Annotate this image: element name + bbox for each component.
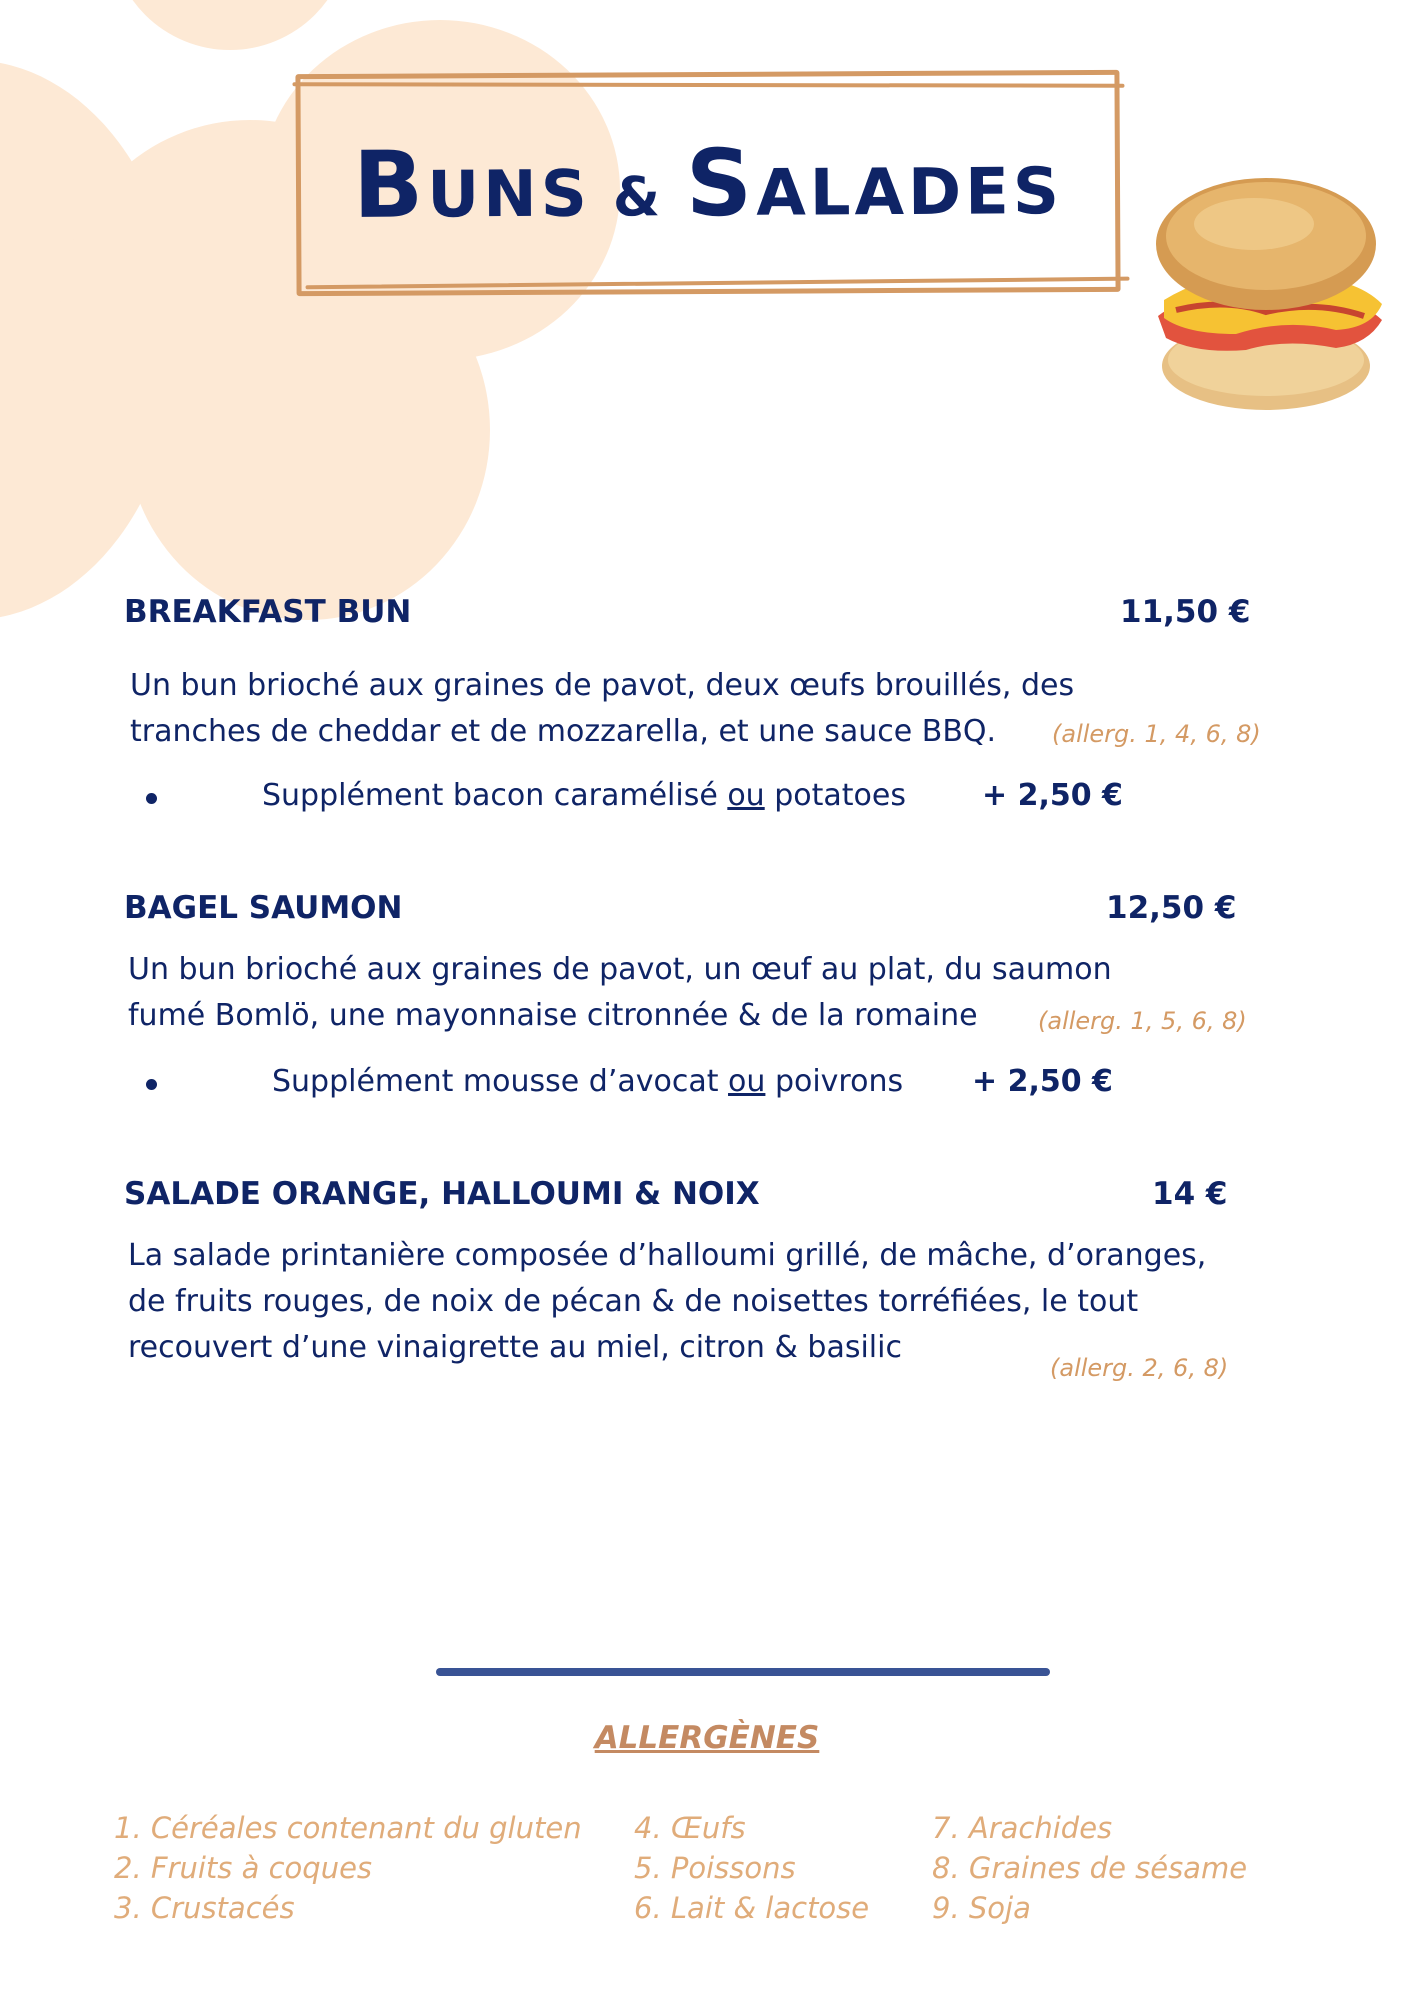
supplement-text: potatoes	[764, 778, 906, 813]
bullet-icon	[146, 793, 157, 804]
allergen-item: 4. Œufs	[634, 1811, 746, 1845]
item-allergens-breakfast-bun: (allerg. 1, 4, 6, 8)	[1052, 720, 1261, 748]
desc-line: de fruits rouges, de noix de pécan & de noisettes torréfiées, le tout	[128, 1284, 1139, 1319]
allergen-item: 8. Graines de sésame	[932, 1851, 1248, 1885]
desc-line: tranches de cheddar et de mozzarella, et une sauce BBQ.	[130, 714, 997, 749]
allergen-item: 1. Céréales contenant du gluten	[114, 1811, 582, 1845]
allergen-item: 5. Poissons	[634, 1851, 796, 1885]
supplement-breakfast-bun	[262, 778, 906, 813]
supplement-bagel-saumon	[272, 1064, 903, 1099]
allergens-title: ALLERGÈNES	[594, 1720, 820, 1756]
decorative-blob-top	[110, 0, 350, 50]
item-price-bagel-saumon: 12,50 €	[1106, 890, 1237, 926]
supplement-text: Supplément bacon caramélisé	[262, 778, 728, 813]
item-price-breakfast-bun: 11,50 €	[1120, 594, 1251, 630]
supplement-price-breakfast-bun: + 2,50 €	[982, 778, 1123, 813]
item-allergens-bagel-saumon: (allerg. 1, 5, 6, 8)	[1038, 1007, 1247, 1035]
title-ampersand: &	[612, 164, 665, 228]
item-desc-salade	[128, 1233, 1206, 1371]
supplement-text: Supplément mousse d’avocat	[272, 1064, 729, 1099]
item-name-bagel-saumon: BAGEL SAUMON	[124, 890, 403, 926]
allergen-item: 2. Fruits à coques	[114, 1851, 373, 1885]
bullet-icon	[146, 1079, 157, 1090]
item-desc-breakfast-bun	[130, 663, 1074, 755]
allergen-item: 6. Lait & lactose	[634, 1891, 870, 1925]
item-name-breakfast-bun: BREAKFAST BUN	[124, 594, 412, 630]
section-divider	[436, 1668, 1050, 1676]
desc-line: fumé Bomlö, une mayonnaise citronnée & de la romaine	[128, 998, 978, 1033]
supplement-price-bagel-saumon: + 2,50 €	[972, 1064, 1113, 1099]
desc-line: recouvert d’une vinaigrette au miel, citron & basilic	[128, 1330, 902, 1365]
title-word-salades: Salades	[685, 127, 1064, 237]
allergens-column-3	[932, 1808, 1247, 1928]
item-allergens-salade: (allerg. 2, 6, 8)	[1050, 1354, 1229, 1382]
supplement-or: ou	[728, 1064, 766, 1099]
title-frame	[295, 70, 1120, 296]
supplement-text: poivrons	[765, 1064, 904, 1099]
desc-line: Un bun brioché aux graines de pavot, deux œufs brouillés, des	[130, 668, 1075, 703]
desc-line: Un bun brioché aux graines de pavot, un œuf au plat, du saumon	[128, 952, 1112, 987]
bun-illustration	[1136, 168, 1396, 418]
allergen-item: 9. Soja	[932, 1891, 1031, 1925]
allergen-item: 3. Crustacés	[114, 1891, 295, 1925]
supplement-or: ou	[727, 778, 765, 813]
item-price-salade: 14 €	[1152, 1176, 1228, 1212]
title-word-buns: Buns	[352, 130, 592, 239]
allergens-column-1	[114, 1808, 582, 1928]
allergen-item: 7. Arachides	[932, 1811, 1113, 1845]
item-desc-bagel-saumon	[128, 947, 1112, 1039]
item-name-salade: SALADE ORANGE, HALLOUMI & NOIX	[124, 1176, 760, 1212]
desc-line: La salade printanière composée d’halloumi grillé, de mâche, d’oranges,	[128, 1238, 1207, 1273]
allergens-column-2	[634, 1808, 869, 1928]
page-title	[353, 128, 1063, 239]
